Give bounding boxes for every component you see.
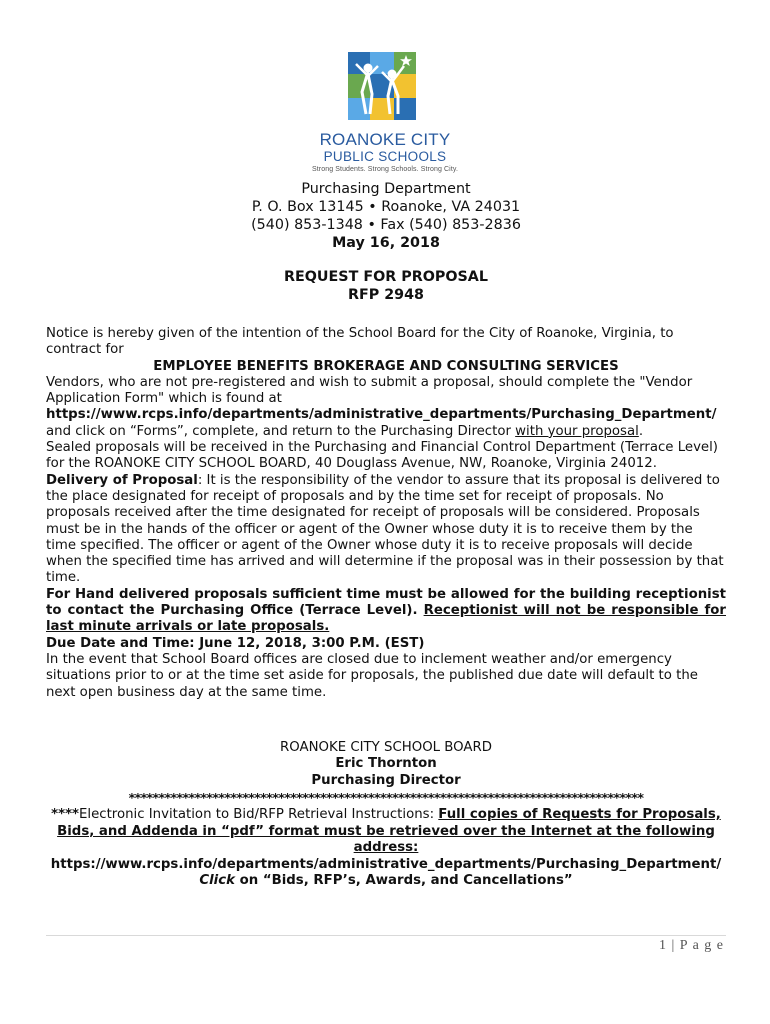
page-number: 1 | P a g e <box>659 938 724 953</box>
sealed-paragraph: Sealed proposals will be received in the Purchasing and Financial Control Department (Terrace Level) for the ROANOKE CITY SCHOOL BOARD, 40 Douglass Avenue, NW, Roanoke, Virginia 24012. <box>46 440 718 472</box>
service-title: EMPLOYEE BENEFITS BROKERAGE AND CONSULTING SERVICES <box>153 358 619 374</box>
vendor-end: . <box>638 423 644 439</box>
click-instruction <box>46 873 726 890</box>
signature-org: ROANOKE CITY SCHOOL BOARD <box>280 740 492 755</box>
weather-paragraph: In the event that School Board offices are closed due to inclement weather and/or emergency situations prior to or at the time set aside for proposals, the published due date will default to the next open business day at the same time. <box>46 651 698 700</box>
date: May 16, 2018 <box>332 235 440 251</box>
address: P. O. Box 13145 • Roanoke, VA 24031 <box>251 199 521 215</box>
delivery-text: : It is the responsibility of the vendor to assure that its proposal is delivered to the place designated for receipt of proposals and by the time set for receipt of proposals. No proposals received after the time designated for receipt of proposals will be considered. Proposals must be in the hands of the officer or agent of the Owner whose duty it is to receive them by the time specified. The officer or agent of the Owner whose duty it is to receive proposals will decide when the specified time has arrived and will determine if the proposal was in their possession by that time. <box>46 472 724 586</box>
click-word: Click <box>199 873 235 888</box>
delivery-paragraph <box>46 473 726 587</box>
asterisk-separator: ************************************************************************************** <box>128 790 644 805</box>
vendor-intro: Vendors, who are not pre-registered and wish to submit a proposal, should complete the "Vendor Application Form" which is found at <box>46 374 693 407</box>
click-rest: on “Bids, RFP’s, Awards, and Cancellations” <box>234 873 573 888</box>
rfp-title: REQUEST FOR PROPOSAL <box>284 269 488 285</box>
letter-header <box>46 180 726 252</box>
electronic-text <box>46 807 726 857</box>
phone-fax: (540) 853-1348 • Fax (540) 853-2836 <box>251 217 521 233</box>
org-name-line1: ROANOKE CITY <box>319 130 451 149</box>
electronic-url-link[interactable]: https://www.rcps.info/departments/administrative_departments/Purchasing_Department/ <box>50 856 722 872</box>
org-name-line2: PUBLIC SCHOOLS <box>323 149 447 164</box>
due-date: Due Date and Time: June 12, 2018, 3:00 P.M. (EST) <box>46 635 425 651</box>
electronic-prefix: **** <box>51 807 79 822</box>
department: Purchasing Department <box>301 181 471 197</box>
electronic-underlined: Full copies of Requests for Proposals, Bids, and Addenda in “pdf” format must be retrieved over the Internet at the following address: <box>57 807 721 855</box>
electronic-instructions <box>46 807 726 890</box>
vendor-paragraph <box>46 375 726 440</box>
school-logo-icon <box>348 52 416 120</box>
electronic-intro: Electronic Invitation to Bid/RFP Retrieval Instructions: <box>78 807 439 822</box>
rfp-heading <box>46 268 726 304</box>
hand-delivered-text: For Hand delivered proposals sufficient time must be allowed for the building receptionist to contact the Purchasing Office (Terrace Level). <box>46 586 726 619</box>
notice-paragraph: Notice is hereby given of the intention of the School Board for the City of Roanoke, Virginia, to contract for <box>46 326 674 358</box>
organization-name <box>300 130 470 173</box>
signature-title: Purchasing Director <box>311 772 461 788</box>
rfp-number: RFP 2948 <box>347 287 425 303</box>
notice-body <box>46 326 726 701</box>
delivery-label: Delivery of Proposal <box>46 472 198 488</box>
vendor-underlined: with your proposal <box>515 423 639 439</box>
hand-delivered-underlined: Receptionist will not be responsible for last minute arrivals or late proposals. <box>46 603 726 635</box>
vendor-after: and click on “Forms”, complete, and return to the Purchasing Director <box>46 423 516 439</box>
footer-divider <box>46 935 726 936</box>
hand-delivered-paragraph <box>46 587 726 636</box>
signature-name: Eric Thornton <box>335 756 437 772</box>
signature-block <box>46 740 726 789</box>
org-tagline: Strong Students. Strong Schools. Strong City. <box>311 166 458 173</box>
vendor-url-link[interactable]: https://www.rcps.info/departments/administrative_departments/Purchasing_Department/ <box>46 407 717 423</box>
